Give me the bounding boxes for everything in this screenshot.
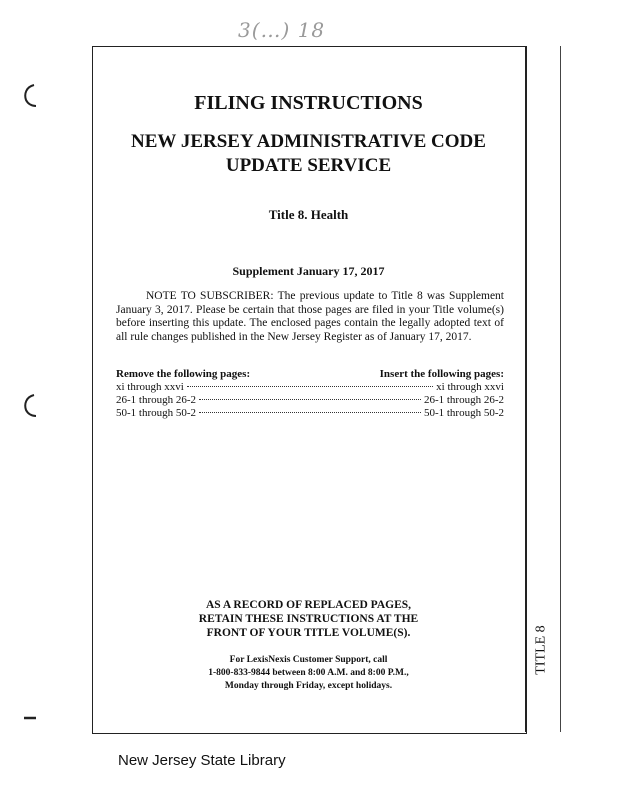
remove-pages: 26-1 through 26-2 xyxy=(116,394,197,406)
table-row xyxy=(116,394,504,407)
insert-pages: 50-1 through 50-2 xyxy=(423,407,504,419)
support-notice-line-1: For LexisNexis Customer Support, call xyxy=(229,655,388,665)
remove-pages: xi through xxvi xyxy=(116,381,184,393)
code-title-line-1: NEW JERSEY ADMINISTRATIVE CODE xyxy=(131,131,486,152)
supplement-date: Supplement January 17, 2017 xyxy=(232,264,385,278)
code-title xyxy=(92,130,525,178)
tab-label xyxy=(524,620,560,680)
insert-pages: 26-1 through 26-2 xyxy=(423,394,504,406)
insert-pages: xi through xxvi xyxy=(436,381,504,393)
tab-label-text: TITLE 8 xyxy=(534,625,549,675)
remove-header: Remove the following pages: xyxy=(116,368,251,380)
note-to-subscriber: NOTE TO SUBSCRIBER: The previous update to Title 8 was Supplement January 3, 2017. Please be certain that those pages are filed in your Title volume(s) before inserting this update. The enclosed pages contain the legally adopted text of all rule changes published in the New Jersey Register as of January 17, 2017. xyxy=(116,290,504,343)
punch-hole-icon xyxy=(20,392,38,420)
leader-dots xyxy=(187,386,433,387)
filing-instructions-title: FILING INSTRUCTIONS xyxy=(194,92,423,114)
title-name: Title 8. Health xyxy=(268,207,349,222)
record-notice-line-2: RETAIN THESE INSTRUCTIONS AT THE xyxy=(198,613,419,625)
pages-table xyxy=(116,368,504,420)
table-row xyxy=(116,407,504,420)
code-title-line-2: UPDATE SERVICE xyxy=(225,155,392,176)
support-notice xyxy=(92,654,525,693)
record-notice-line-3: FRONT OF YOUR TITLE VOLUME(S). xyxy=(206,627,411,639)
insert-header: Insert the following pages: xyxy=(379,368,504,380)
leader-dots xyxy=(199,399,421,400)
support-notice-line-2: 1-800-833-9844 between 8:00 A.M. and 8:00 P.M., xyxy=(208,668,409,678)
page-edge xyxy=(560,46,561,732)
table-row xyxy=(116,381,504,394)
library-footer: New Jersey State Library xyxy=(118,752,286,769)
punch-hole-icon xyxy=(20,82,38,110)
pages-table-header xyxy=(116,368,504,381)
remove-pages: 50-1 through 50-2 xyxy=(116,407,197,419)
leader-dots xyxy=(199,412,421,413)
punch-hole-icon xyxy=(20,700,38,728)
record-notice-line-1: AS A RECORD OF REPLACED PAGES, xyxy=(205,599,412,611)
handwritten-note: 3(…) 18 xyxy=(238,18,326,42)
support-notice-line-3: Monday through Friday, except holidays. xyxy=(224,681,393,691)
record-notice xyxy=(92,598,525,640)
